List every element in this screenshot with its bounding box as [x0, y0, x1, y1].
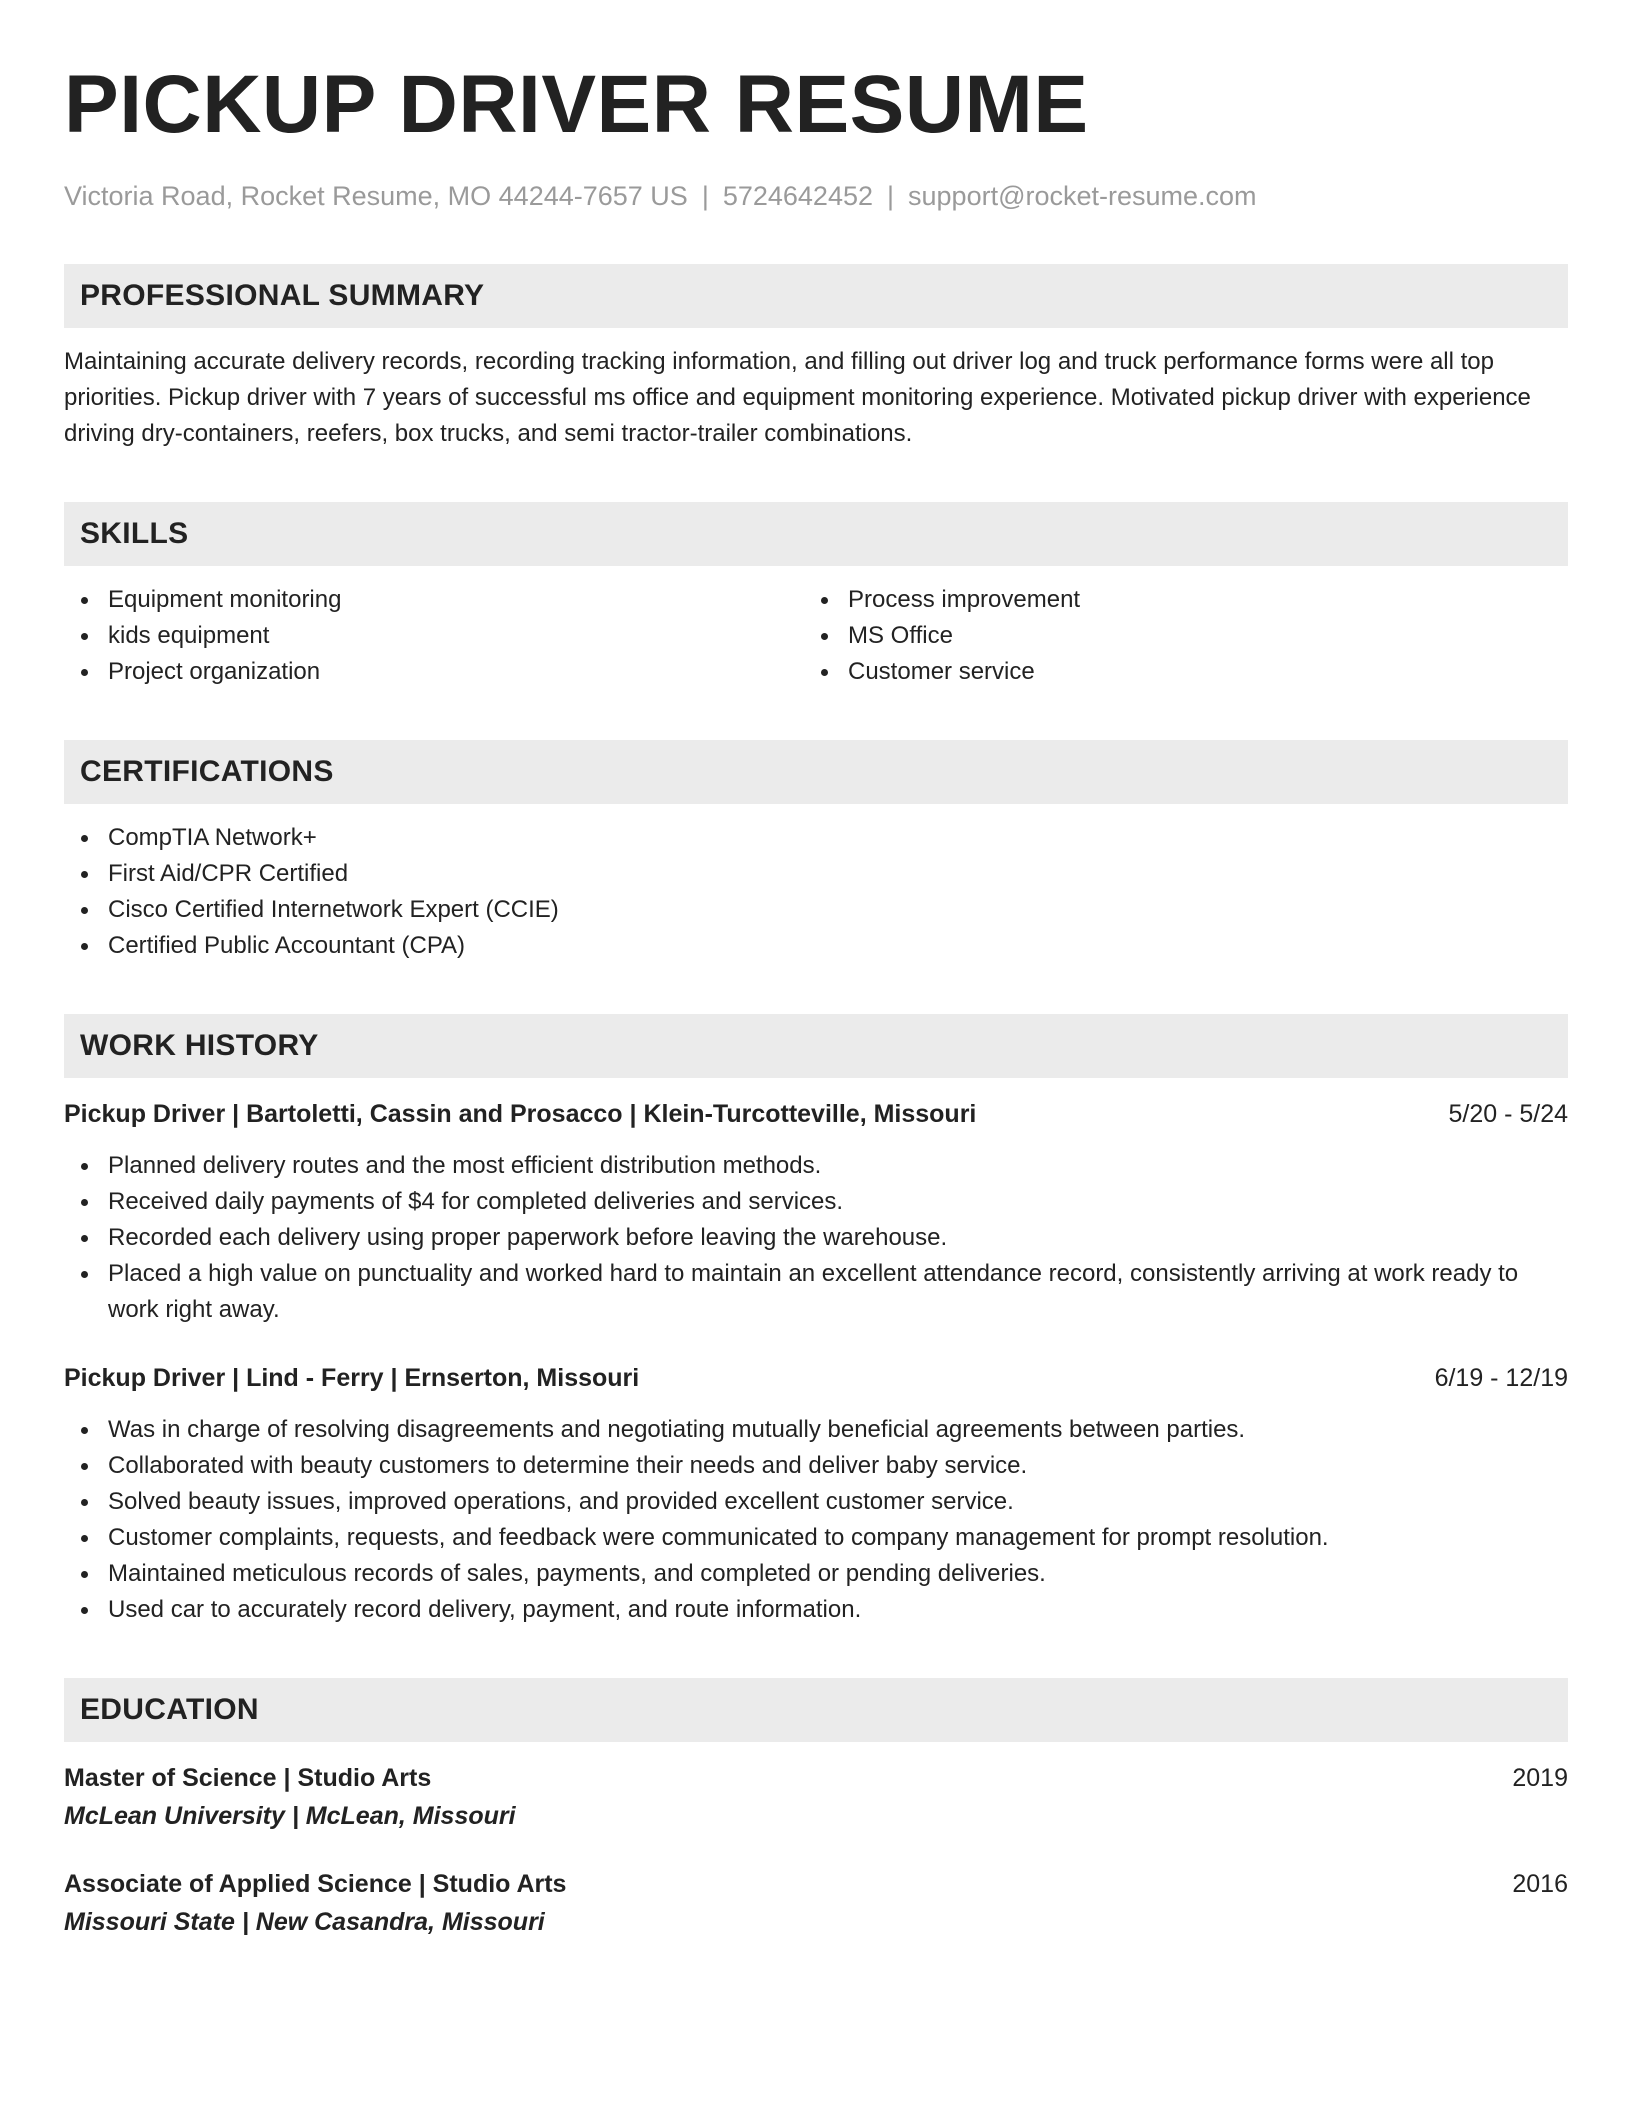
job-duty: Received daily payments of $4 for completed deliveries and services.: [64, 1184, 1568, 1220]
skill-item: Equipment monitoring: [64, 582, 804, 618]
education-entry: [64, 1760, 1568, 1836]
skill-item: Project organization: [64, 654, 804, 690]
job-duty: Recorded each delivery using proper paperwork before leaving the warehouse.: [64, 1220, 1568, 1256]
job-title: Pickup Driver | Bartoletti, Cassin and Prosacco | Klein-Turcotteville, Missouri: [64, 1100, 977, 1128]
job-dates: 6/19 - 12/19: [1434, 1364, 1568, 1392]
certification-item: CompTIA Network+: [64, 820, 1568, 856]
contact-separator: |: [887, 181, 895, 211]
graduation-year: 2019: [1512, 1764, 1568, 1792]
job-duty: Planned delivery routes and the most efficient distribution methods.: [64, 1148, 1568, 1184]
certification-item: Certified Public Accountant (CPA): [64, 928, 1568, 964]
job-duty: Placed a high value on punctuality and worked hard to maintain an excellent attendance record, consistently arriving at work ready to work right away.: [64, 1256, 1568, 1328]
summary-section: [64, 264, 1568, 452]
job-duty: Customer complaints, requests, and feedback were communicated to company management for prompt resolution.: [64, 1520, 1568, 1556]
job-duties-list: [64, 1412, 1568, 1628]
section-heading-certifications: CERTIFICATIONS: [64, 740, 1568, 804]
school-name: Missouri State | New Casandra, Missouri: [64, 1908, 545, 1936]
graduation-year: 2016: [1512, 1870, 1568, 1898]
degree-title: Master of Science | Studio Arts: [64, 1764, 432, 1792]
section-heading-work-history: WORK HISTORY: [64, 1014, 1568, 1078]
school-name: McLean University | McLean, Missouri: [64, 1802, 516, 1830]
job-duty: Maintained meticulous records of sales, payments, and completed or pending deliveries.: [64, 1556, 1568, 1592]
job-entry: [64, 1096, 1568, 1328]
job-duty: Solved beauty issues, improved operations, and provided excellent customer service.: [64, 1484, 1568, 1520]
education-entry: [64, 1866, 1568, 1942]
skill-item: kids equipment: [64, 618, 804, 654]
skill-item: Customer service: [804, 654, 1568, 690]
contact-separator: |: [701, 181, 709, 211]
certifications-list: [64, 820, 1568, 964]
skill-item: MS Office: [804, 618, 1568, 654]
degree-title: Associate of Applied Science | Studio Arts: [64, 1870, 567, 1898]
contact-phone: 5724642452: [722, 181, 873, 211]
skill-item: Process improvement: [804, 582, 1568, 618]
resume-title: PICKUP DRIVER RESUME: [64, 59, 1089, 150]
certification-item: First Aid/CPR Certified: [64, 856, 1568, 892]
skills-section: [64, 502, 1568, 690]
certification-item: Cisco Certified Internetwork Expert (CCIE): [64, 892, 1568, 928]
job-entry: [64, 1360, 1568, 1628]
job-duty: Collaborated with beauty customers to determine their needs and deliver baby service.: [64, 1448, 1568, 1484]
job-duty: Was in charge of resolving disagreements and negotiating mutually beneficial agreements between parties.: [64, 1412, 1568, 1448]
contact-email: support@rocket-resume.com: [908, 181, 1257, 211]
job-title: Pickup Driver | Lind - Ferry | Ernserton, Missouri: [64, 1364, 640, 1392]
contact-address: Victoria Road, Rocket Resume, MO 44244-7657 US: [64, 181, 688, 211]
summary-text: Maintaining accurate delivery records, recording tracking information, and filling out driver log and truck performance forms were all top priorities. Pickup driver with 7 years of successful ms office and equipment monitoring experience. Motivated pickup driver with experience driving dry-containers, reefers, box trucks, and semi tractor-trailer combinations.: [64, 348, 1531, 447]
education-section: [64, 1678, 1568, 1942]
contact-line: [64, 178, 1568, 214]
job-duty: Used car to accurately record delivery, payment, and route information.: [64, 1592, 1568, 1628]
skills-list-right: [804, 582, 1568, 690]
section-heading-summary: PROFESSIONAL SUMMARY: [64, 264, 1568, 328]
job-dates: 5/20 - 5/24: [1448, 1100, 1568, 1128]
job-duties-list: [64, 1148, 1568, 1328]
skills-list-left: [64, 582, 804, 690]
section-heading-skills: SKILLS: [64, 502, 1568, 566]
section-heading-education: EDUCATION: [64, 1678, 1568, 1742]
work-history-section: [64, 1014, 1568, 1628]
certifications-section: [64, 740, 1568, 964]
